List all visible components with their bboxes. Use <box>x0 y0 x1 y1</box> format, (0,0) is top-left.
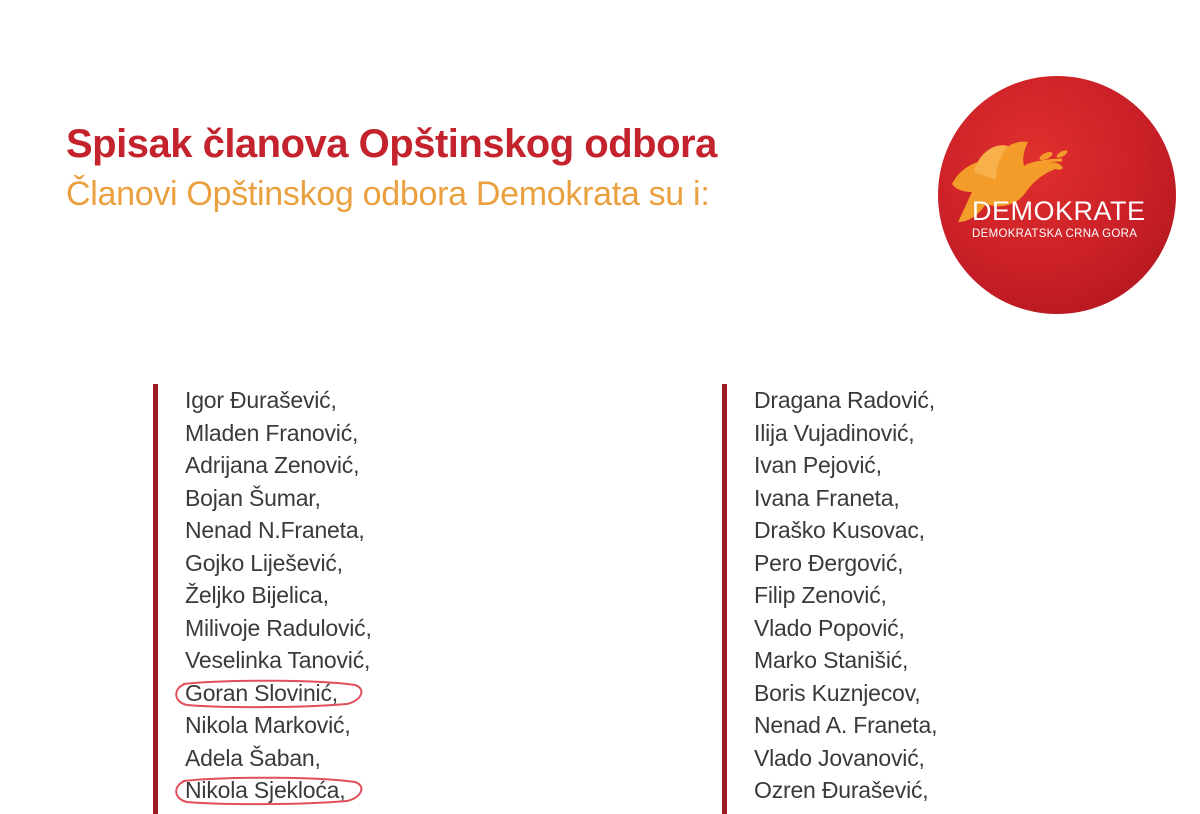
member-name-text: Dragana Radović, <box>754 387 935 413</box>
member-name-text: Veselinka Tanović, <box>185 647 371 673</box>
member-name <box>185 709 372 742</box>
demokrate-logo <box>938 76 1176 314</box>
member-name-text: Draško Kusovac, <box>754 517 925 543</box>
dove-with-olive-branch-icon <box>938 76 1176 314</box>
member-name-text: Bojan Šumar, <box>185 484 321 511</box>
member-name <box>754 547 937 580</box>
member-name <box>754 774 937 807</box>
member-name-text: Nenad A. Franeta, <box>754 712 938 738</box>
members-column-left <box>153 384 372 814</box>
member-name <box>754 644 937 677</box>
member-name-text: Igor Đurašević, <box>185 387 337 413</box>
member-name-text: Nikola Marković, <box>185 712 351 738</box>
logo-tagline: DEMOKRATSKA CRNA GORA <box>972 228 1138 240</box>
member-name <box>185 644 372 677</box>
member-name <box>754 384 937 417</box>
member-name <box>754 579 937 612</box>
member-name <box>185 514 372 547</box>
member-name <box>754 482 937 515</box>
member-name <box>185 384 372 417</box>
member-name-text: Ivana Franeta, <box>754 484 900 511</box>
member-name-text: Marko Stanišić, <box>754 647 909 673</box>
member-name-text: Ivan Pejović, <box>754 452 882 478</box>
member-name-text: Ozren Đurašević, <box>754 777 929 803</box>
members-column-right <box>722 384 937 814</box>
member-name-text: Adrijana Zenović, <box>185 452 360 478</box>
member-name <box>754 417 937 450</box>
member-name-text: Ilija Vujadinović, <box>754 419 915 446</box>
member-name <box>754 514 937 547</box>
member-name <box>185 742 372 775</box>
member-name-text: Nikola Sjekloća, <box>185 777 346 803</box>
logo-name: DEMOKRATE <box>972 196 1146 226</box>
member-name <box>185 579 372 612</box>
member-name-text: Boris Kuznjecov, <box>754 679 921 706</box>
member-name-text: Nenad N.Franeta, <box>185 517 365 543</box>
member-name <box>185 774 372 807</box>
member-name-text: Pero Đergović, <box>754 549 904 576</box>
member-name <box>185 547 372 580</box>
member-name <box>754 709 937 742</box>
member-name-text: Gojko Liješević, <box>185 549 343 576</box>
member-name-text: Goran Slovinić, <box>185 679 338 706</box>
member-name-text: Filip Zenović, <box>754 582 887 608</box>
member-name <box>185 677 372 710</box>
member-name <box>754 612 937 645</box>
member-name-text: Vlado Popović, <box>754 614 905 641</box>
member-name-text: Željko Bijelica, <box>185 582 329 608</box>
member-name <box>185 612 372 645</box>
member-name <box>754 677 937 710</box>
member-name-text: Adela Šaban, <box>185 744 321 771</box>
member-name <box>185 449 372 482</box>
member-name <box>185 417 372 450</box>
members-list-left <box>185 384 372 807</box>
member-name <box>185 482 372 515</box>
page-subtitle: Članovi Opštinskog odbora Demokrata su i: <box>66 175 710 213</box>
member-name-text: Mladen Franović, <box>185 419 359 446</box>
member-name-text: Milivoje Radulović, <box>185 614 372 641</box>
members-list-right <box>754 384 937 807</box>
page-title: Spisak članova Opštinskog odbora <box>66 122 717 166</box>
member-name-text: Vlado Jovanović, <box>754 744 925 771</box>
member-name <box>754 742 937 775</box>
member-name <box>754 449 937 482</box>
